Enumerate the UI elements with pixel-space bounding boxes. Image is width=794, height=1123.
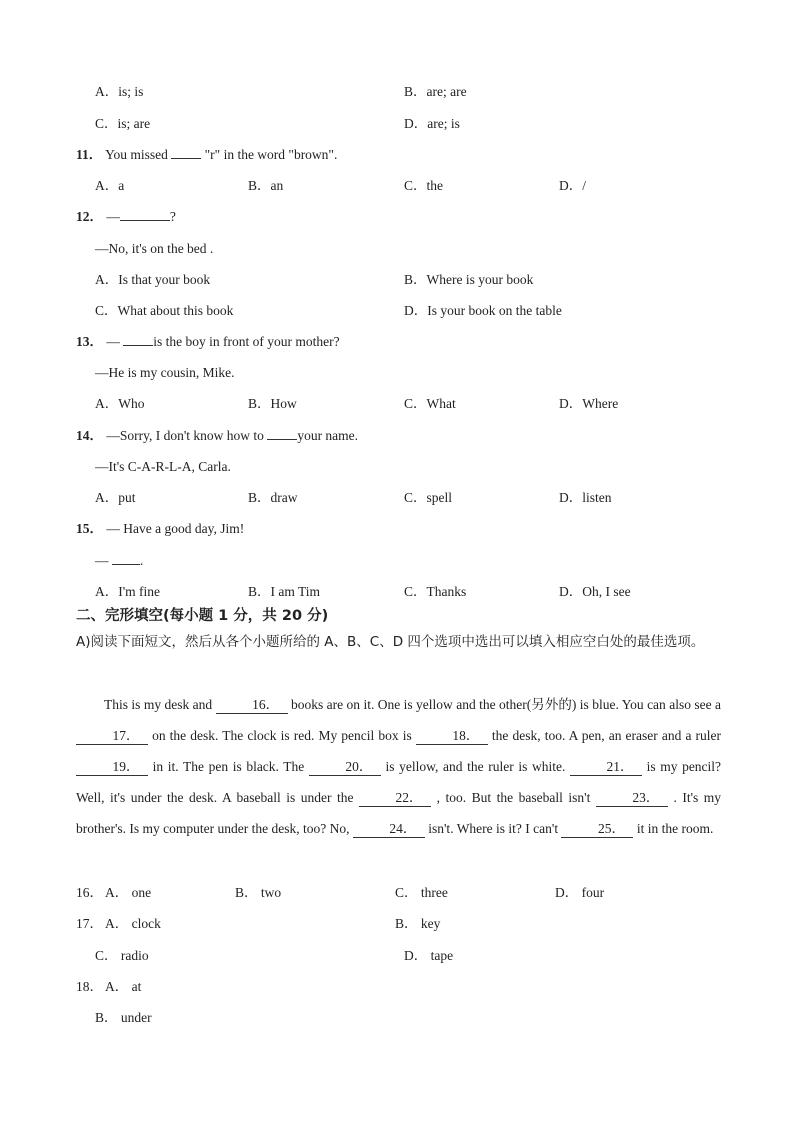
- q12-option-c: C．What about this book: [95, 303, 234, 318]
- q14-blank[interactable]: [267, 439, 297, 440]
- q18-option-b: B． under: [95, 1010, 152, 1025]
- q12-option-d: D．Is your book on the table: [404, 303, 562, 318]
- q13-option-d: D．Where: [559, 396, 619, 411]
- blank-20[interactable]: 20．: [309, 759, 381, 776]
- q12-reply: —No, it's on the bed .: [95, 241, 214, 256]
- passage-text-10: isn't. Where is it? I can't: [428, 821, 559, 836]
- q16-option-c: C． three: [395, 885, 448, 900]
- q16-option-b: B． two: [235, 885, 282, 900]
- q15-option-a: A．I'm fine: [95, 584, 161, 599]
- q12-option-b: B．Where is your book: [404, 272, 534, 287]
- q14-option-d: D．listen: [559, 490, 612, 505]
- q12-blank[interactable]: [120, 220, 170, 221]
- q11-number: 11．: [76, 147, 103, 162]
- q12-end: ?: [169, 209, 176, 224]
- q17-option-a: A． clock: [105, 916, 161, 931]
- q11-blank[interactable]: [171, 158, 201, 159]
- passage-text-11: it in the room.: [636, 821, 714, 836]
- passage-text-3: on the desk. The clock is red. My pencil box is: [152, 728, 412, 743]
- q12-stem: [76, 208, 176, 226]
- q10-option-a: A．is; is: [95, 84, 144, 99]
- blank-22[interactable]: 22．: [359, 790, 431, 807]
- blank-23[interactable]: 23．: [596, 790, 668, 807]
- q15-option-c: C．Thanks: [404, 584, 467, 599]
- q13-blank[interactable]: [123, 345, 153, 346]
- q10-option-d: D．are; is: [404, 116, 460, 131]
- blank-25[interactable]: 25．: [561, 821, 633, 838]
- cloze-passage: [76, 689, 721, 844]
- q11-text-pre: You missed: [105, 147, 168, 162]
- q15-stem: [76, 520, 244, 538]
- q15-reply: [95, 552, 143, 570]
- q16-number: 16．: [76, 885, 103, 900]
- q17-number: 17．: [76, 916, 103, 931]
- passage-text-4: the desk, too. A pen, an eraser and a ruler: [491, 728, 722, 743]
- q15-option-b: B．I am Tim: [248, 584, 321, 599]
- passage-text-6: is yellow, and the ruler is white.: [385, 759, 566, 774]
- q13-stem: [76, 333, 340, 351]
- q13-text-post: is the boy in front of your mother?: [153, 334, 340, 349]
- q14-text-pre: —Sorry, I don't know how to: [106, 428, 264, 443]
- passage-text-2: books are on it. One is yellow and the other(另外的) is blue. You can also see a: [290, 697, 722, 712]
- passage-text-5: in it. The pen is black. The: [152, 759, 305, 774]
- q13-number: 13．: [76, 334, 103, 349]
- q14-number: 14．: [76, 428, 103, 443]
- q17-option-d: D． tape: [404, 948, 454, 963]
- q17-option-c: C． radio: [95, 948, 149, 963]
- passage-text-1: This is my desk and: [104, 697, 213, 712]
- q15-reply-end: .: [139, 553, 144, 568]
- q14-option-a: A．put: [95, 490, 136, 505]
- q11-option-d: D．/: [559, 178, 586, 193]
- q16-option-a: A． one: [105, 885, 152, 900]
- section2-heading: 二、完形填空(每小题 1 分，共 20 分): [76, 608, 329, 624]
- q13-option-b: B．How: [248, 396, 297, 411]
- blank-19[interactable]: 19．: [76, 759, 148, 776]
- q16-option-d: D． four: [555, 885, 605, 900]
- q13-dash: —: [106, 334, 120, 349]
- q11-option-b: B．an: [248, 178, 284, 193]
- q15-text: — Have a good day, Jim!: [106, 521, 245, 536]
- section2-instruction: A)阅读下面短文，然后从各个小题所给的 A、B、C、D 四个选项中选出可以填入相应空白处的最佳选项。: [76, 634, 705, 650]
- q12-option-a: A．Is that your book: [95, 272, 211, 287]
- q15-reply-dash: —: [95, 553, 109, 568]
- q15-number: 15．: [76, 521, 103, 536]
- blank-21[interactable]: 21．: [570, 759, 642, 776]
- q10-option-c: C．is; are: [95, 116, 151, 131]
- blank-16[interactable]: 16．: [216, 697, 288, 714]
- blank-18[interactable]: 18．: [416, 728, 488, 745]
- q18-option-a: A． at: [105, 979, 142, 994]
- q14-text-post: your name.: [297, 428, 359, 443]
- q11-stem: [76, 146, 337, 164]
- passage-text-7: is my pencil? Well, it's under the desk. A baseball is under the: [76, 759, 722, 805]
- passage-text-9: . It's my brother's. Is my computer under the desk, too? No,: [76, 790, 722, 836]
- q13-option-a: A．Who: [95, 396, 145, 411]
- q11-text-post: "r" in the word "brown".: [204, 147, 338, 162]
- q15-blank[interactable]: [112, 564, 140, 565]
- q18-number: 18．: [76, 979, 103, 994]
- q13-option-c: C．What: [404, 396, 456, 411]
- q12-dash: —: [106, 209, 120, 224]
- q15-option-d: D．Oh, I see: [559, 584, 631, 599]
- q11-option-c: C．the: [404, 178, 443, 193]
- q14-option-c: C．spell: [404, 490, 453, 505]
- q10-option-b: B．are; are: [404, 84, 467, 99]
- q14-stem: [76, 427, 358, 445]
- q14-option-b: B．draw: [248, 490, 298, 505]
- q13-reply: —He is my cousin, Mike.: [95, 365, 235, 380]
- q17-option-b: B． key: [395, 916, 441, 931]
- q14-reply: —It's C-A-R-L-A, Carla.: [95, 459, 231, 474]
- blank-24[interactable]: 24．: [353, 821, 425, 838]
- blank-17[interactable]: 17．: [76, 728, 148, 745]
- q11-option-a: A．a: [95, 178, 125, 193]
- q12-number: 12．: [76, 209, 103, 224]
- passage-text-8: , too. But the baseball isn't: [436, 790, 591, 805]
